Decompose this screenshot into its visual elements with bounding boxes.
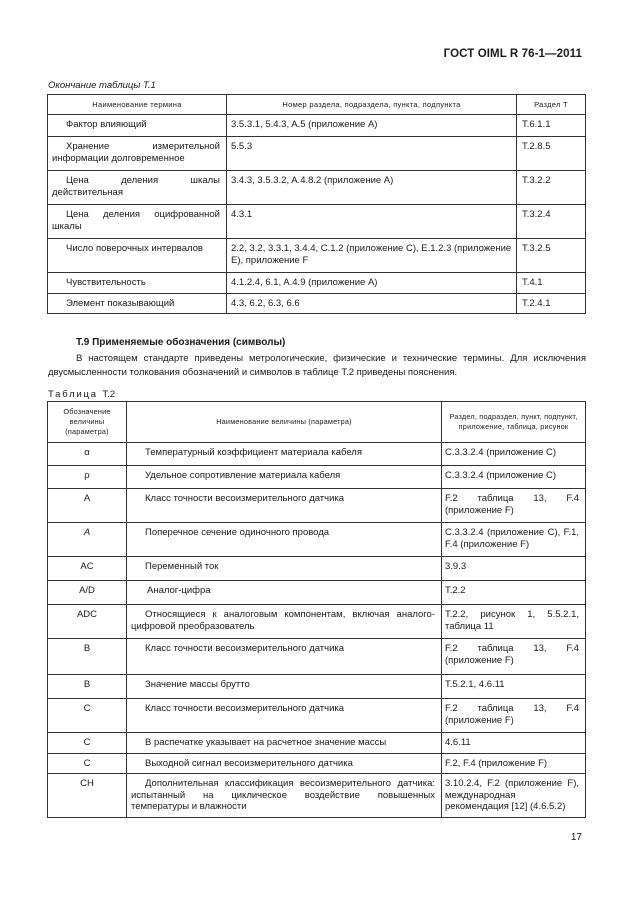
ref-cell: 3.4.3, 3.5.3.2, A.4.8.2 (приложение А) — [227, 171, 517, 205]
table-row — [48, 557, 586, 581]
symbol-cell: B — [48, 639, 127, 675]
term-cell: Хранение измерительной информации долговременное — [48, 137, 227, 171]
section-cell: Т.4.1 — [517, 273, 586, 294]
section-cell: Т.3.2.4 — [517, 205, 586, 239]
column-header-term: Наименование термина — [48, 95, 227, 115]
table-row — [48, 115, 586, 137]
reference-cell: 4.6.11 — [442, 733, 586, 754]
column-header-symbol: Обозначение величины (параметра) — [48, 402, 127, 443]
symbols-table — [47, 401, 586, 818]
reference-cell: F.2 таблица 13, F.4 (приложение F) — [442, 639, 586, 675]
name-cell: Переменный ток — [127, 557, 442, 581]
ref-cell: 3.5.3.1, 5.4.3, A.5 (приложение А) — [227, 115, 517, 137]
table-row — [48, 205, 586, 239]
terms-table — [47, 94, 586, 314]
term-cell: Фактор влияющий — [48, 115, 227, 137]
term-cell: Цена деления оцифрованной шкалы — [48, 205, 227, 239]
reference-cell: F.2, F.4 (приложение F) — [442, 753, 586, 774]
name-cell: Относящиеся к аналоговым компонентам, включая аналого-цифровой преобразователь — [127, 605, 442, 639]
section-cell: Т.3.2.2 — [517, 171, 586, 205]
section-cell: Т.2.4.1 — [517, 293, 586, 314]
symbol-cell: C — [48, 699, 127, 733]
name-cell: Класс точности весоизмерительного датчика — [127, 639, 442, 675]
ref-cell: 4.3.1 — [227, 205, 517, 239]
table-row — [48, 137, 586, 171]
reference-cell: F.2 таблица 13, F.4 (приложение F) — [442, 489, 586, 523]
reference-cell: C.3.3.2.4 (приложение С), F.1, F.4 (приложение F) — [442, 523, 586, 557]
ref-cell: 4.1.2.4, 6.1, A.4.9 (приложение А) — [227, 273, 517, 294]
ref-cell: 4.3, 6.2, 6.3, 6.6 — [227, 293, 517, 314]
column-header-section: Раздел Т — [517, 95, 586, 115]
document-code: ГОСТ OIML R 76-1—2011 — [443, 48, 582, 60]
column-header-ref: Номер раздела, подраздела, пункта, подпункта — [227, 95, 517, 115]
name-cell: Класс точности весоизмерительного датчика — [127, 489, 442, 523]
table-row — [48, 733, 586, 754]
symbol-cell: AC — [48, 557, 127, 581]
name-cell: Аналог-цифра — [127, 581, 442, 605]
symbol-cell: B — [48, 675, 127, 699]
name-cell: Дополнительная классификация весоизмерительного датчика: испытанный на циклическое воздействие повышенных температуры и влажности — [127, 774, 442, 818]
symbol-cell: C — [48, 733, 127, 754]
page-number: 17 — [570, 832, 582, 843]
table2-caption-word: Таблица — [48, 389, 98, 400]
term-cell: Чувствительность — [48, 273, 227, 294]
name-cell: Класс точности весоизмерительного датчика — [127, 699, 442, 733]
name-cell: Поперечное сечение одиночного провода — [127, 523, 442, 557]
reference-cell: 3.10.2.4, F.2 (приложение F), международная рекомендация [12] (4.6.5.2) — [442, 774, 586, 818]
symbol-cell: C — [48, 753, 127, 774]
table-row — [48, 443, 586, 466]
section-cell: Т.2.8.5 — [517, 137, 586, 171]
table-row — [48, 466, 586, 489]
ref-cell: 5.5.3 — [227, 137, 517, 171]
table2-caption-number: Т.2 — [102, 389, 115, 400]
table-row — [48, 581, 586, 605]
name-cell: Температурный коэффициент материала кабеля — [127, 443, 442, 466]
table-row — [48, 523, 586, 557]
table2-caption — [48, 389, 115, 400]
table-row — [48, 293, 586, 314]
ref-cell: 2.2, 3.2, 3.3.1, 3.4.4, C.1.2 (приложение С), E.1.2.3 (приложение Е), приложение F — [227, 239, 517, 273]
section-paragraph: В настоящем стандарте приведены метрологические, физические и технические термины. Для исключения двусмысленности толкования обозначений и символов в таблице Т.2 приведены пояснения. — [48, 353, 586, 378]
table1-caption: Окончание таблицы Т.1 — [48, 80, 156, 91]
symbol-cell: ρ — [48, 466, 127, 489]
reference-cell: F.2 таблица 13, F.4 (приложение F) — [442, 699, 586, 733]
symbol-cell: CH — [48, 774, 127, 818]
symbol-cell: A — [48, 489, 127, 523]
section-heading: Т.9 Применяемые обозначения (символы) — [76, 337, 286, 348]
reference-cell: Т.2.2, рисунок 1, 5.5.2.1, таблица 11 — [442, 605, 586, 639]
table-row — [48, 753, 586, 774]
reference-cell: C.3.3.2.4 (приложение С) — [442, 443, 586, 466]
table-row — [48, 774, 586, 818]
name-cell: Значение массы брутто — [127, 675, 442, 699]
name-cell: В распечатке указывает на расчетное значение массы — [127, 733, 442, 754]
reference-cell: C.3.3.2.4 (приложение С) — [442, 466, 586, 489]
table-header-row — [48, 402, 586, 443]
reference-cell: Т.5.2.1, 4.6.11 — [442, 675, 586, 699]
name-cell: Удельное сопротивление материала кабеля — [127, 466, 442, 489]
term-cell: Число поверочных интервалов — [48, 239, 227, 273]
section-cell: Т.3.2.5 — [517, 239, 586, 273]
term-cell: Элемент показывающий — [48, 293, 227, 314]
table-row — [48, 639, 586, 675]
table-row — [48, 675, 586, 699]
name-cell: Выходной сигнал весоизмерительного датчика — [127, 753, 442, 774]
section-cell: Т.6.1.1 — [517, 115, 586, 137]
symbol-cell: α — [48, 443, 127, 466]
column-header-name: Наименование величины (параметра) — [127, 402, 442, 443]
symbol-cell: A — [48, 523, 127, 557]
table-row — [48, 273, 586, 294]
table-row — [48, 699, 586, 733]
table-row — [48, 171, 586, 205]
table-header-row — [48, 95, 586, 115]
table-row — [48, 239, 586, 273]
reference-cell: Т.2.2 — [442, 581, 586, 605]
table-row — [48, 605, 586, 639]
symbol-cell: ADC — [48, 605, 127, 639]
column-header-reference: Раздел, подраздел, пункт, подпункт, приложение, таблица, рисунок — [442, 402, 586, 443]
reference-cell: 3.9.3 — [442, 557, 586, 581]
symbol-cell: A/D — [48, 581, 127, 605]
term-cell: Цена деления шкалы действительная — [48, 171, 227, 205]
table-row — [48, 489, 586, 523]
